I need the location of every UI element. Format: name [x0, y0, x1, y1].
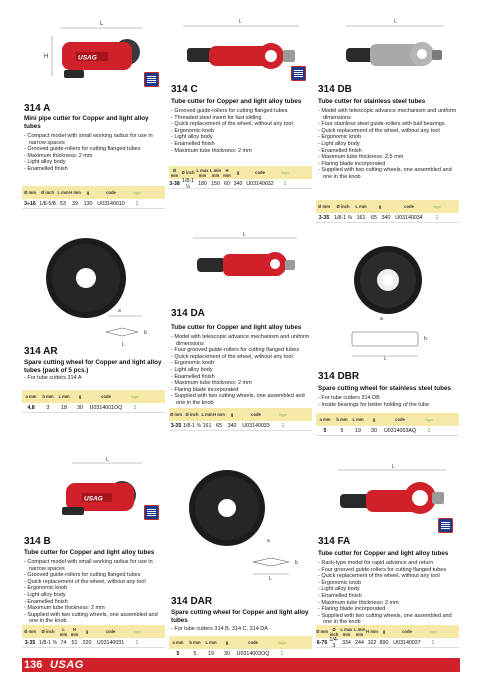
- spec-table: [22, 625, 165, 648]
- feature-item: - Ergonomic knob: [171, 128, 311, 135]
- dim-label-l: L: [239, 19, 242, 25]
- spec-cell: 1: [283, 180, 287, 187]
- spec-table: [316, 413, 459, 436]
- feature-item: - Flaring blade incorporated: [318, 606, 458, 613]
- spec-header-cell: Ø inch: [181, 170, 195, 175]
- feature-item: - Inside bearings for better holding of the tube: [318, 402, 458, 409]
- feature-item: - Grooved guide-rollers for cutting flanged tubes: [24, 146, 164, 153]
- feature-item: - Light alloy body: [24, 592, 164, 599]
- feature-item: - Ergonomic knob: [318, 134, 458, 141]
- spec-cell: 340: [233, 180, 243, 187]
- feature-item: - Supplied with two cutting wheels, one assembled and one in the knob: [318, 167, 458, 180]
- spec-header-cell: code: [404, 204, 414, 209]
- spec-cell: 19: [208, 650, 214, 657]
- spec-header-cell: L min mm: [353, 626, 366, 637]
- feature-list: [318, 560, 458, 626]
- feature-item: - Maximum tube thickness: 2 mm: [171, 380, 311, 387]
- spec-header-cell: Ø inch: [336, 204, 350, 209]
- spec-header-logo: logo: [131, 394, 139, 399]
- spec-header-logo: logo: [133, 190, 141, 195]
- spec-header: [22, 390, 165, 403]
- spec-header-logo: logo: [133, 629, 141, 634]
- feature-item: - Supplied with two cutting wheels, one assembled and one in the knob: [24, 612, 164, 625]
- spec-cell: 150: [211, 180, 220, 187]
- spec-cell: 5: [193, 650, 197, 657]
- feature-item: - Grooved guide-rollers for cutting flanged tubes: [24, 572, 164, 579]
- spec-cell: 5: [340, 427, 344, 434]
- feature-item: - Light alloy body: [318, 586, 458, 593]
- spec-header-cell: g: [378, 204, 382, 209]
- feature-item: - Four grooved guide-rollers for cutting flanged tubes: [171, 347, 311, 354]
- spec-cell: 1: [133, 404, 137, 411]
- spec-cell: 890: [379, 639, 389, 646]
- table-row: [22, 638, 165, 648]
- spec-header: [22, 625, 165, 638]
- spec-header-cell: Ø inch: [329, 626, 339, 637]
- lacquer-badge-icon: [144, 72, 159, 87]
- spec-cell: U03140037: [393, 639, 421, 646]
- spec-cell: 30: [371, 427, 377, 434]
- spec-table: [22, 390, 165, 413]
- spec-cell: 30: [224, 650, 230, 657]
- spec-cell: 3: [46, 404, 50, 411]
- spec-cell: 244: [355, 639, 364, 646]
- spec-cell: 3÷16: [24, 200, 36, 207]
- spec-cell: 1: [435, 214, 439, 221]
- spec-header-cell: Ø inch: [185, 412, 199, 417]
- table-row: [316, 213, 459, 223]
- spec-header: [316, 413, 459, 426]
- spec-header-cell: H mm: [213, 412, 225, 417]
- product-code: 314 C: [171, 84, 198, 95]
- spec-header-cell: b mm: [336, 417, 348, 422]
- spec-cell: 3-35: [170, 422, 182, 429]
- table-row: [169, 421, 312, 431]
- spec-header-cell: L mm: [205, 640, 217, 645]
- feature-item: - Quick replacement of the wheel, without any tool: [318, 128, 458, 135]
- lacquer-badge-icon: [438, 518, 453, 533]
- spec-cell: 3-38: [169, 180, 180, 187]
- spec-cell: U0314003OQ: [236, 650, 270, 657]
- feature-item: - Quick replacement of the wheel, without any tool: [24, 579, 164, 586]
- dim-label-a: a: [380, 316, 383, 322]
- spec-cell: 1: [281, 422, 285, 429]
- product-code: 314 AR: [24, 346, 58, 357]
- product-title: Tube cutter for Copper and light alloy tubes: [318, 550, 449, 557]
- feature-item: - Quick replacement of the wheel, without any tool: [318, 573, 458, 580]
- spec-cell: 18: [61, 404, 67, 411]
- cutting-wheel-image: [22, 228, 165, 348]
- spec-header-cell: L max mm: [340, 626, 353, 637]
- product-title: Tube cutter for Copper and light alloy tubes: [24, 549, 155, 556]
- product-title: Spare cutting wheel for Copper and light alloy tubes (pack of 5 pcs.): [24, 359, 162, 374]
- spec-cell: 3-35: [318, 214, 330, 221]
- spec-header-cell: H mm: [366, 629, 378, 634]
- spec-header-cell: g: [86, 190, 90, 195]
- feature-item: - Maximum thickness: 2 mm: [24, 153, 164, 160]
- cutting-wheel-image: [169, 464, 312, 584]
- spec-header-cell: code: [101, 394, 111, 399]
- spec-header-cell: Ø inch: [41, 629, 55, 634]
- spec-cell: 1/8-5/8: [39, 200, 56, 207]
- spec-header-cell: Ø mm: [24, 190, 36, 195]
- feature-item: - Compact model with small working radius for use in narrow spaces: [24, 133, 164, 146]
- feature-list: [171, 108, 311, 154]
- spec-header-logo: logo: [433, 204, 441, 209]
- spec-header-cell: g: [78, 394, 82, 399]
- dim-label-l: L: [243, 232, 246, 238]
- feature-item: - Light alloy body: [318, 141, 458, 148]
- spec-header-cell: L mm: [355, 204, 367, 209]
- dim-label-b: b: [144, 330, 147, 336]
- spec-header-cell: L min mm: [209, 167, 222, 178]
- spec-header: [316, 200, 459, 213]
- stainless-tube-cutter-image: [316, 14, 459, 84]
- spec-header-cell: code: [248, 640, 258, 645]
- feature-item: - Flaring blade incorporated: [318, 161, 458, 168]
- spec-header-cell: L mm: [59, 626, 68, 637]
- spec-cell: 334: [342, 639, 351, 646]
- feature-item: - Four grooved guide-rollers for cutting flanged tubes: [318, 567, 458, 574]
- spec-cell: 1: [280, 650, 284, 657]
- spec-cell: 1: [431, 639, 435, 646]
- feature-list: [24, 133, 164, 173]
- feature-item: - Supplied with two cutting wheels, one assembled and one in the knob: [318, 613, 458, 626]
- spec-header-cell: g: [236, 170, 240, 175]
- table-row: [316, 638, 459, 648]
- dim-label-l: L: [394, 19, 397, 25]
- spec-table: [316, 200, 459, 223]
- spec-header-cell: L mm: [352, 417, 364, 422]
- feature-list: [171, 334, 311, 407]
- spec-cell: 74: [60, 639, 67, 646]
- spec-table: [169, 408, 312, 431]
- spec-header-cell: code: [402, 629, 412, 634]
- spec-cell: 1/8-1 ⅜: [183, 422, 201, 429]
- dim-label-a: a: [118, 308, 121, 314]
- feature-list: [24, 559, 164, 625]
- spec-cell: U03140033: [242, 422, 270, 429]
- table-row: [169, 179, 312, 189]
- product-code: 314 DBR: [318, 371, 360, 382]
- spec-header: [169, 636, 312, 649]
- spec-header-cell: Ø mm: [170, 167, 179, 178]
- feature-item: - Four stainless steel guide-rollers with ball bearings: [318, 121, 458, 128]
- dim-label-l: L: [100, 21, 104, 27]
- spec-cell: 1/8-1 ⅜: [39, 639, 57, 646]
- spec-header-cell: a mm: [25, 394, 37, 399]
- mini-pipe-cutter-image: [22, 14, 165, 102]
- spec-cell: U0314001OQ: [89, 404, 123, 411]
- spec-cell: U03140032: [246, 180, 274, 187]
- feature-item: - Maximum tube thickness: 2 mm: [24, 605, 164, 612]
- spec-cell: 39: [72, 200, 78, 207]
- spec-header-cell: code: [251, 412, 261, 417]
- product-code: 314 B: [24, 536, 51, 547]
- spec-header-cell: Ø mm: [316, 629, 328, 634]
- feature-item: - Quick replacement of the wheel, without any tool: [171, 354, 311, 361]
- table-row: [22, 199, 165, 209]
- spec-header-cell: code: [105, 629, 116, 634]
- product-title: Spare cutting wheel for Copper and light alloy tubes: [171, 609, 309, 624]
- spec-header-cell: H mm: [223, 167, 231, 178]
- feature-item: - Enamelled finish: [24, 166, 164, 173]
- catalog-column-2: [169, 14, 312, 657]
- spec-header: [169, 408, 312, 421]
- feature-item: - Maximum tube thickness: 2,5 mm: [318, 154, 458, 161]
- feature-list: [318, 395, 458, 408]
- brand-logo: USAG: [50, 659, 84, 671]
- feature-item: - Light alloy body: [24, 159, 164, 166]
- spec-header: [22, 186, 165, 199]
- dim-label-h: H: [44, 54, 49, 60]
- spec-table: [22, 186, 165, 209]
- spec-cell: 130: [83, 200, 93, 207]
- product-title: Tube cutter for Copper and light alloy tubes: [171, 324, 302, 331]
- product-code: 314 DAR: [171, 596, 213, 607]
- spec-cell: 53: [60, 200, 66, 207]
- spec-cell: 220: [82, 639, 92, 646]
- spec-cell: 102: [367, 639, 377, 646]
- spec-cell: 1/8-1 ½: [181, 177, 195, 190]
- feature-item: - Supplied with two cutting wheels, one assembled and one in the knob: [171, 393, 311, 406]
- spec-cell: 340: [381, 214, 391, 221]
- stainless-cutting-wheel-image: [316, 238, 459, 366]
- product-code: 314 A: [24, 103, 51, 114]
- spec-header-cell: Ø mm: [24, 629, 36, 634]
- spec-cell: 65: [216, 422, 222, 429]
- spec-header-cell: g: [372, 417, 376, 422]
- spec-cell: 51: [71, 639, 78, 646]
- spec-header-cell: H mm: [69, 190, 81, 195]
- compact-tube-cutter-image: [22, 457, 165, 537]
- feature-item: - Light alloy body: [171, 134, 311, 141]
- feature-item: - Ergonomic knob: [318, 580, 458, 587]
- feature-item: - For tube cutters 314 A: [24, 375, 164, 382]
- spec-cell: 161: [202, 422, 212, 429]
- spec-cell: 19: [355, 427, 361, 434]
- spec-cell: 5: [323, 427, 327, 434]
- telescopic-tube-cutter-image: [169, 232, 312, 292]
- dim-label-l: L: [269, 576, 272, 582]
- spec-header-cell: g: [382, 629, 386, 634]
- spec-header-cell: code: [255, 170, 265, 175]
- spec-header-logo: logo: [429, 629, 437, 634]
- spec-cell: 1/8-1 ⅜: [334, 214, 352, 221]
- spec-header-cell: Ø mm: [170, 412, 182, 417]
- page-footer: [22, 658, 460, 672]
- feature-item: - For tube cutters 314 DB: [318, 395, 458, 402]
- product-code: 314 DA: [171, 308, 205, 319]
- product-code: 314 FA: [318, 536, 351, 547]
- spec-cell: 3-35: [24, 639, 36, 646]
- svg-text:USAG: USAG: [84, 495, 103, 503]
- feature-item: - Enamelled finish: [318, 593, 458, 600]
- spec-header-cell: L mm: [57, 190, 69, 195]
- dim-label-l: L: [122, 342, 125, 348]
- feature-item: - Light alloy body: [171, 367, 311, 374]
- product-title: Mini pipe cutter for Copper and light alloy tubes: [24, 115, 149, 130]
- spec-header-cell: L max mm: [196, 167, 209, 178]
- spec-cell: 1: [427, 427, 431, 434]
- feature-item: - Enamelled finish: [318, 148, 458, 155]
- feature-item: - Quick replacement of the wheel, without any tool: [171, 121, 311, 128]
- spec-header-cell: H mm: [70, 626, 79, 637]
- catalog-grid: [22, 14, 460, 657]
- feature-item: - Threaded steel insert for fast sliding: [171, 115, 311, 122]
- spec-header-logo: logo: [425, 417, 433, 422]
- dim-label-b: b: [424, 336, 427, 342]
- spec-header-cell: g: [85, 629, 89, 634]
- product-code: 314 DB: [318, 84, 352, 95]
- svg-text:USAG: USAG: [78, 54, 97, 62]
- spec-cell: 1: [135, 639, 139, 646]
- feature-item: - Maximum tube thickness: 2 mm: [171, 148, 311, 155]
- spec-cell: 4,8: [27, 404, 35, 411]
- spec-header-cell: Ø mm: [318, 204, 330, 209]
- spec-cell: U03140034: [395, 214, 423, 221]
- feature-list: [24, 375, 164, 382]
- spec-header-cell: a mm: [319, 417, 331, 422]
- spec-header-logo: logo: [281, 170, 289, 175]
- dim-label-l: L: [384, 356, 387, 362]
- spec-header-cell: b mm: [42, 394, 54, 399]
- spec-header-cell: Ø inch: [40, 190, 55, 195]
- spec-cell: 30: [77, 404, 83, 411]
- feature-item: - Grooved guide-rollers for cutting flanged tubes: [171, 108, 311, 115]
- spec-header-cell: g: [230, 412, 234, 417]
- feature-item: - Maximum tube thickness: 2 mm: [318, 600, 458, 607]
- spec-table: [169, 636, 312, 659]
- feature-item: - Flaring blade incorporated: [171, 387, 311, 394]
- spec-header-cell: L mm: [201, 412, 213, 417]
- dim-label-a: a: [267, 538, 270, 544]
- table-row: [316, 426, 459, 436]
- feature-item: - Ergonomic knob: [24, 585, 164, 592]
- spec-cell: 180: [198, 180, 207, 187]
- spec-header-cell: code: [106, 190, 116, 195]
- feature-list: [171, 626, 311, 633]
- spec-cell: 340: [227, 422, 237, 429]
- feature-item: - Compact model with small working radius for use in narrow spaces: [24, 559, 164, 572]
- spec-cell: 1/4-3: [329, 636, 339, 649]
- spec-header-cell: g: [225, 640, 229, 645]
- feature-item: - Enamelled finish: [24, 599, 164, 606]
- feature-list: [318, 108, 458, 181]
- catalog-column-3: [316, 14, 459, 648]
- spec-cell: 6-76: [316, 639, 328, 646]
- spec-table: [169, 166, 312, 189]
- feature-item: - Enamelled finish: [171, 141, 311, 148]
- spec-header-cell: a mm: [172, 640, 184, 645]
- spec-cell: 161: [356, 214, 366, 221]
- spec-cell: U0314003AQ: [383, 427, 417, 434]
- lacquer-badge-icon: [291, 66, 306, 81]
- spec-cell: U03140031: [96, 639, 125, 646]
- spec-header-cell: b mm: [189, 640, 201, 645]
- dim-label-b: b: [295, 560, 298, 566]
- feature-item: - Ergonomic knob: [171, 360, 311, 367]
- spec-header-cell: L mm: [58, 394, 70, 399]
- spec-cell: 60: [224, 180, 230, 187]
- feature-item: - Model with telescopic advance mechanism and uniform dimensions: [318, 108, 458, 121]
- catalog-column-1: [22, 14, 165, 648]
- spec-cell: 1: [135, 200, 139, 207]
- spec-cell: U03140010: [97, 200, 125, 207]
- spec-header-logo: logo: [279, 412, 287, 417]
- spec-cell: 5: [176, 650, 180, 657]
- product-title: Tube cutter for stainless steel tubes: [318, 98, 426, 105]
- feature-item: - For tube cutters 314 B, 314 C, 314 DA: [171, 626, 311, 633]
- dim-label-l: L: [392, 464, 395, 470]
- feature-item: - Model with telescopic advance mechanism and uniform dimensions: [171, 334, 311, 347]
- table-row: [22, 403, 165, 413]
- spec-header-cell: code: [395, 417, 405, 422]
- spec-header-logo: logo: [278, 640, 286, 645]
- feature-item: - Enamelled finish: [171, 374, 311, 381]
- product-title: Spare cutting wheel for stainless steel tubes: [318, 385, 451, 392]
- page-number: 136: [24, 659, 43, 671]
- feature-item: - Rack-type model for rapid advance and return: [318, 560, 458, 567]
- dim-label-l: L: [106, 457, 109, 463]
- spec-table: [316, 625, 459, 648]
- spec-cell: 65: [371, 214, 377, 221]
- product-title: Tube cutter for Copper and light alloy tubes: [171, 98, 302, 105]
- lacquer-badge-icon: [144, 505, 159, 520]
